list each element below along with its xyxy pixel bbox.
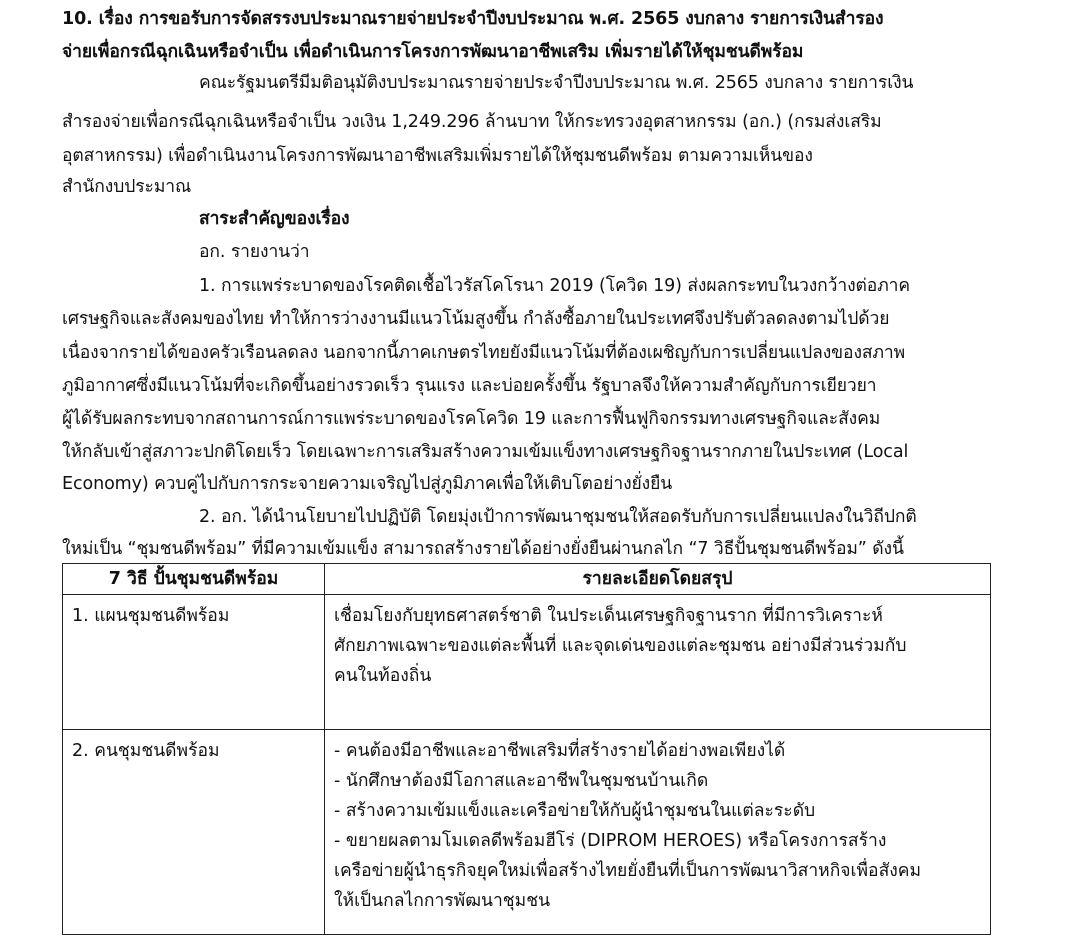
point1-line: ภูมิอากาศซึ่งมีแนวโน้มที่จะเกิดขึ้นอย่างรวดเร็ว รุนแรง และบ่อยครั้งขึ้น รัฐบาลจึงให้ความสำคัญกับการเยียวยา <box>62 376 877 396</box>
details-cell <box>325 595 991 730</box>
resolution-line: อุตสาหกรรม) เพื่อดำเนินงานโครงการพัฒนาอาชีพเสริมเพิ่มรายได้ให้ชุมชนดีพร้อม ตามความเห็นของ <box>62 146 813 166</box>
resolution-line: สำนักงบประมาณ <box>62 177 192 197</box>
point1-line: 1. การแพร่ระบาดของโรคติดเชื้อไวรัสโคโรนา 2019 (โควิด 19) ส่งผลกระทบในวงกว้างต่อภาค <box>199 276 910 296</box>
detail-line: ศักยภาพเฉพาะของแต่ละพื้นที่ และจุดเด่นของแต่ละชุมชน อย่างมีส่วนร่วมกับ <box>334 636 907 656</box>
table-header-details: รายละเอียดโดยสรุป <box>325 564 991 595</box>
detail-line: - นักศึกษาต้องมีโอกาสและอาชีพในชุมชนบ้านเกิด <box>334 771 709 791</box>
report-intro: อก. รายงานว่า <box>199 242 310 262</box>
methods-summary-table <box>62 563 991 935</box>
resolution-line: สำรองจ่ายเพื่อกรณีฉุกเฉินหรือจำเป็น วงเงิน 1,249.296 ล้านบาท ให้กระทรวงอุตสาหกรรม (อก.) (กรมส่งเสริม <box>62 112 882 132</box>
agenda-heading-line-2: จ่ายเพื่อกรณีฉุกเฉินหรือจำเป็น เพื่อดำเนินการโครงการพัฒนาอาชีพเสริม เพิ่มรายได้ให้ชุมชนดีพร้อม <box>62 42 804 62</box>
detail-line: - คนต้องมีอาชีพและอาชีพเสริมที่สร้างรายได้อย่างพอเพียงได้ <box>334 741 786 761</box>
point1-line: เศรษฐกิจและสังคมของไทย ทำให้การว่างงานมีแนวโน้มสูงขึ้น กำลังซื้อภายในประเทศจึงปรับตัวลดลงตามไปด้วย <box>62 309 890 329</box>
point1-line: ให้กลับเข้าสู่สภาวะปกติโดยเร็ว โดยเฉพาะการเสริมสร้างความเข้มแข็งทางเศรษฐกิจฐานรากภายในประเทศ (Local <box>62 442 909 462</box>
detail-line: คนในท้องถิ่น <box>334 666 432 686</box>
method-cell <box>63 595 325 730</box>
detail-line: - ขยายผลตามโมเดลดีพร้อมฮีโร่ (DIPROM HEROES) หรือโครงการสร้าง <box>334 831 887 851</box>
table-header-method: 7 วิธี ปั้นชุมชนดีพร้อม <box>63 564 325 595</box>
detail-line: ให้เป็นกลไกการพัฒนาชุมชน <box>334 891 551 911</box>
method-cell <box>63 730 325 935</box>
point1-line: เนื่องจากรายได้ของครัวเรือนลดลง นอกจากนี้ภาคเกษตรไทยยังมีแนวโน้มที่ต้องเผชิญกับการเปลี่ยนแปลงของสภาพ <box>62 343 906 363</box>
agenda-heading-line-1: 10. เรื่อง การขอรับการจัดสรรงบประมาณรายจ่ายประจำปีงบประมาณ พ.ศ. 2565 งบกลาง รายการเงินสำรอง <box>62 9 884 29</box>
detail-line: เครือข่ายผู้นำธุรกิจยุคใหม่เพื่อสร้างไทยยั่งยืนที่เป็นการพัฒนาวิสาหกิจเพื่อสังคม <box>334 861 922 881</box>
point1-line: Economy) ควบคู่ไปกับการกระจายความเจริญไปสู่ภูมิภาคเพื่อให้เติบโตอย่างยั่งยืน <box>62 474 673 494</box>
detail-line: - สร้างความเข้มแข็งและเครือข่ายให้กับผู้นำชุมชนในแต่ละระดับ <box>334 801 816 821</box>
point1-line: ผู้ได้รับผลกระทบจากสถานการณ์การแพร่ระบาดของโรคโควิด 19 และการฟื้นฟูกิจกรรมทางเศรษฐกิจและสังคม <box>62 409 881 429</box>
essence-title: สาระสำคัญของเรื่อง <box>199 209 350 229</box>
detail-line: เชื่อมโยงกับยุทธศาสตร์ชาติ ในประเด็นเศรษฐกิจฐานราก ที่มีการวิเคราะห์ <box>334 606 883 626</box>
method-label: 2. คนชุมชนดีพร้อม <box>72 741 220 761</box>
details-cell <box>325 730 991 935</box>
table-row <box>63 730 991 935</box>
table-row <box>63 595 991 730</box>
point2-line: 2. อก. ได้นำนโยบายไปปฏิบัติ โดยมุ่งเป้าการพัฒนาชุมชนให้สอดรับกับการเปลี่ยนแปลงในวิถีปกติ <box>199 507 917 527</box>
method-label: 1. แผนชุมชนดีพร้อม <box>72 606 230 626</box>
resolution-line: คณะรัฐมนตรีมีมติอนุมัติงบประมาณรายจ่ายประจำปีงบประมาณ พ.ศ. 2565 งบกลาง รายการเงิน <box>199 73 914 93</box>
table-header-row <box>63 564 991 595</box>
point2-line: ใหม่เป็น “ชุมชนดีพร้อม” ที่มีความเข้มแข็ง สามารถสร้างรายได้อย่างยั่งยืนผ่านกลไก “7 วิธีปั้นชุมชนดีพร้อม” ดังนี้ <box>62 539 904 559</box>
